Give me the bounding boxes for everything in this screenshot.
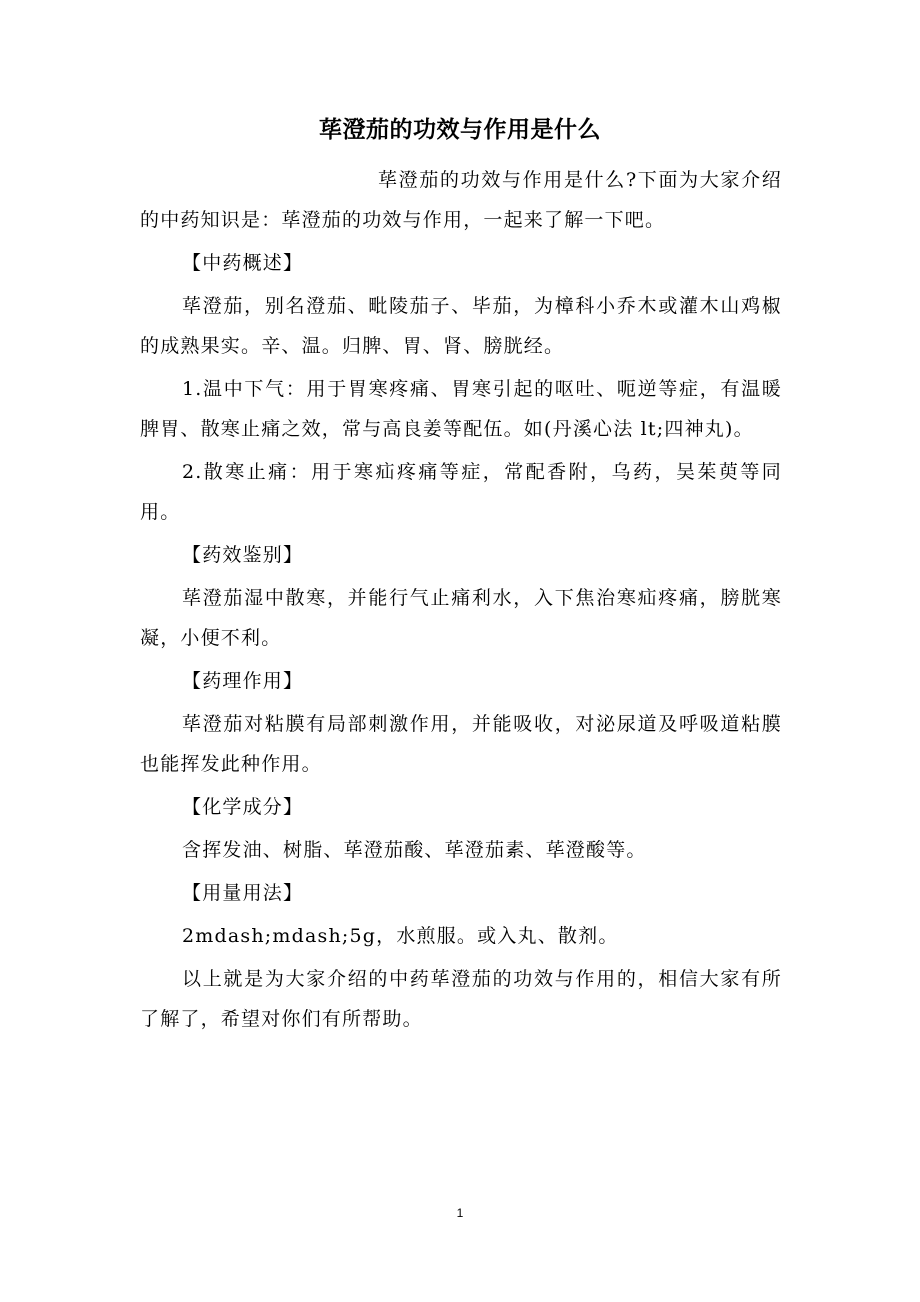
intro-paragraph: 荜澄茄的功效与作用是什么?下面为大家介绍的中药知识是：荜澄茄的功效与作用，一起来了解一下吧。 bbox=[140, 169, 782, 231]
section-heading-dosage: 【用量用法】 bbox=[182, 882, 304, 904]
overview-paragraph: 荜澄茄，别名澄茄、毗陵茄子、毕茄，为樟科小乔木或灌木山鸡椒的成熟果实。辛、温。归脾、胃、肾、膀胱经。 bbox=[140, 295, 782, 357]
section-heading-pharmacology: 【药理作用】 bbox=[182, 670, 304, 692]
identification-paragraph: 荜澄茄湿中散寒，并能行气止痛利水，入下焦治寒疝疼痛，膀胱寒凝，小便不利。 bbox=[140, 587, 782, 649]
pharmacology-paragraph: 荜澄茄对粘膜有局部刺激作用，并能吸收，对泌尿道及呼吸道粘膜也能挥发此种作用。 bbox=[140, 713, 782, 775]
dosage-paragraph: 2mdash;mdash;5g，水煎服。或入丸、散剂。 bbox=[182, 925, 619, 947]
usage-item-1: 1.温中下气：用于胃寒疼痛、胃寒引起的呕吐、呃逆等症，有温暖脾胃、散寒止痛之效，常与高良姜等配伍。如(丹溪心法 lt;四神丸)。 bbox=[140, 378, 782, 440]
section-heading-chemistry: 【化学成分】 bbox=[182, 796, 304, 818]
document-body bbox=[140, 160, 782, 1042]
conclusion-paragraph: 以上就是为大家介绍的中药荜澄茄的功效与作用的，相信大家有所了解了，希望对你们有所帮助。 bbox=[140, 968, 782, 1030]
section-heading-overview: 【中药概述】 bbox=[182, 252, 304, 274]
usage-item-2: 2.散寒止痛：用于寒疝疼痛等症，常配香附，乌药，吴茱萸等同用。 bbox=[140, 461, 782, 523]
document-title: 荜澄茄的功效与作用是什么 bbox=[319, 116, 601, 143]
chemistry-paragraph: 含挥发油、树脂、荜澄茄酸、荜澄茄素、荜澄酸等。 bbox=[182, 839, 647, 861]
section-heading-identification: 【药效鉴别】 bbox=[182, 544, 304, 566]
page-number: 1 bbox=[456, 1206, 464, 1220]
